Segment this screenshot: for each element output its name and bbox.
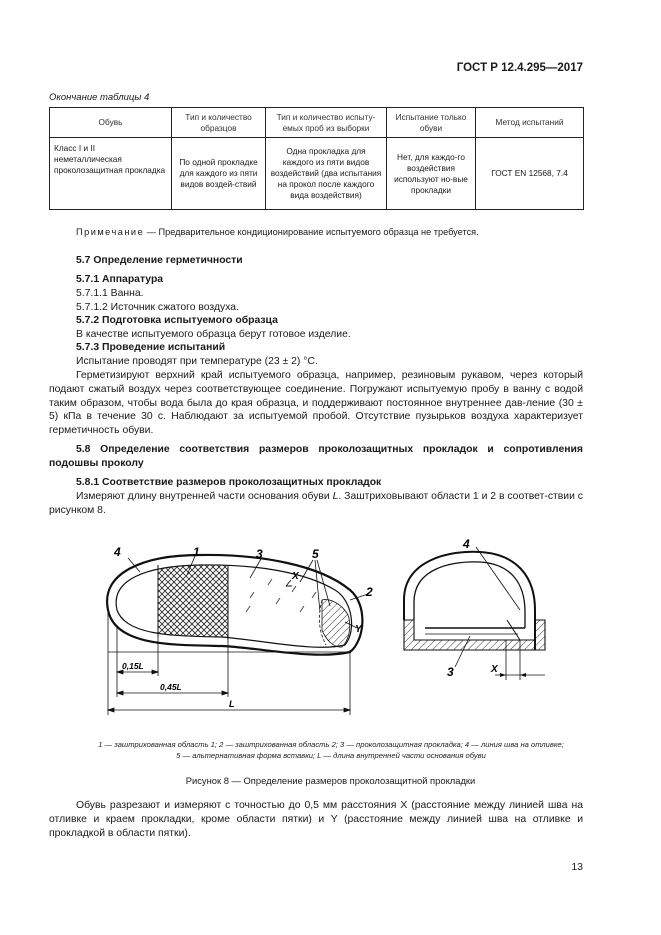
- section-5-7-3-title: 5.7.3 Проведение испытаний: [76, 342, 226, 353]
- section-5-8-1-text: [49, 490, 583, 518]
- section-5-7-2-title: 5.7.2 Подготовка испытуемого образца: [76, 315, 278, 326]
- insert-marks: [246, 579, 316, 612]
- table-caption: Окончание таблицы 4: [49, 92, 150, 103]
- note-label: Примечание: [76, 227, 145, 237]
- table-cell: По одной прокладке для каждого из пяти видов воздей-ствий: [172, 138, 266, 210]
- table-4: [49, 107, 584, 210]
- legend-line: 1 — заштрихованная область 1; 2 — заштрихованная область 2; 3 — проколозащитная прокладка; 4 — линия шва на отливке;: [98, 740, 564, 749]
- sole-section: [404, 620, 545, 650]
- section-5-7-title: 5.7 Определение герметичности: [76, 255, 243, 266]
- label-r4: 4: [463, 537, 470, 551]
- table-header-row: [50, 108, 584, 138]
- label-y: Y: [355, 624, 362, 635]
- label-r3: 3: [447, 665, 454, 679]
- figure-8: [0, 528, 661, 733]
- dim-045L: 0,45L: [160, 682, 182, 692]
- upper-inner-outline: [414, 562, 525, 628]
- document-code: ГОСТ Р 12.4.295—2017: [456, 62, 583, 74]
- footwear-type: неметаллическая проколозащитная прокладка: [54, 154, 166, 175]
- section-5-8-1-title: 5.8.1 Соответствие размеров проколозащитных прокладок: [76, 477, 382, 488]
- section-5-7-1-1: 5.7.1.1 Ванна.: [76, 288, 144, 299]
- text-part: Измеряют длину внутренней части основания обуви: [76, 491, 333, 502]
- page-number: 13: [571, 861, 583, 873]
- figure-legend: [40, 739, 622, 761]
- table-cell: [50, 138, 172, 210]
- table-cell: Нет, для каждо-го воздействия используют но-вые прокладки: [387, 138, 476, 210]
- table-note: [76, 227, 479, 237]
- column-header: Тип и количество образцов: [172, 108, 266, 138]
- legend-line: 5 — альтернативная форма вставки; L — длина внутренней части основания обуви: [176, 751, 486, 760]
- label-3: 3: [256, 547, 263, 561]
- section-5-7-2-text: В качестве испытуемого образца берут готовое изделие.: [76, 329, 351, 340]
- note-text: — Предварительное кондиционирование испытуемого образца не требуется.: [144, 227, 479, 237]
- leader-3: [250, 559, 261, 578]
- cross-section: [404, 537, 545, 680]
- column-header: Испытание только обуви: [387, 108, 476, 138]
- upper-outer-outline: [404, 552, 535, 650]
- section-5-7-1-2: 5.7.1.2 Источник сжатого воздуха.: [76, 302, 239, 313]
- section-5-7-3-text-1: Испытание проводят при температуре (23 ± 2) °С.: [76, 356, 318, 367]
- column-header: Тип и количество испыту-емых проб из выборки: [266, 108, 387, 138]
- section-5-8-title: 5.8 Определение соответствия размеров проколозащитных прокладок и сопротивления подошвы проколу: [49, 444, 583, 469]
- text-part: . Заштриховывают области 1 и 2 в соответ-ствии с рисунком 8.: [49, 491, 583, 516]
- leader-r4: [476, 547, 520, 610]
- text-part: L: [332, 491, 339, 502]
- hatched-area-2: [322, 600, 350, 647]
- table-cell: ГОСТ EN 12568, 7.4: [476, 138, 584, 210]
- column-header: Метод испытаний: [476, 108, 584, 138]
- figure-caption: Рисунок 8 — Определение размеров проколозащитной прокладки: [185, 775, 476, 786]
- dim-L: L: [229, 699, 235, 709]
- label-1: 1: [193, 545, 200, 559]
- label-5: 5: [312, 547, 319, 561]
- section-5-7-1-title: 5.7.1 Аппаратура: [76, 274, 164, 285]
- dim-015L: 0,15L: [122, 661, 144, 671]
- footwear-class: Класс I и II: [54, 143, 96, 153]
- label-4: 4: [114, 545, 121, 559]
- table-row: [50, 138, 584, 210]
- hatched-area-1: [158, 560, 228, 645]
- table-cell: Одна прокладка для каждого из пяти видов воздействий (два испытания на прокол после каждого вида воздействия): [266, 138, 387, 210]
- label-x: X: [292, 571, 299, 582]
- label-2: 2: [366, 585, 373, 599]
- column-header: Обувь: [50, 108, 172, 138]
- section-5-7-3-text-2: Герметизируют верхний край испытуемого образца, например, резиновым рукавом, через который подают сжатый воздух через соответствующее соединение. Погружают испытуемую пробу в ванну с водой таким образом, чтобы вода была до края образца, и поддерживают постоянное внутреннее дав-ление (30 ± 5) кПа в течение 30 с. Наблюдают за испытуемой пробой. Отсутствие пузырьков воздуха характеризует герметичность обуви.: [49, 370, 583, 437]
- label-rx: X: [491, 664, 498, 675]
- final-paragraph: Обувь разрезают и измеряют с точностью до 0,5 мм расстояния X (расстояние между линией шва на отливке и краем прокладки, кроме области пятки) и Y (расстояние между линией шва на отливке и прокладкой в области пятки).: [49, 800, 583, 839]
